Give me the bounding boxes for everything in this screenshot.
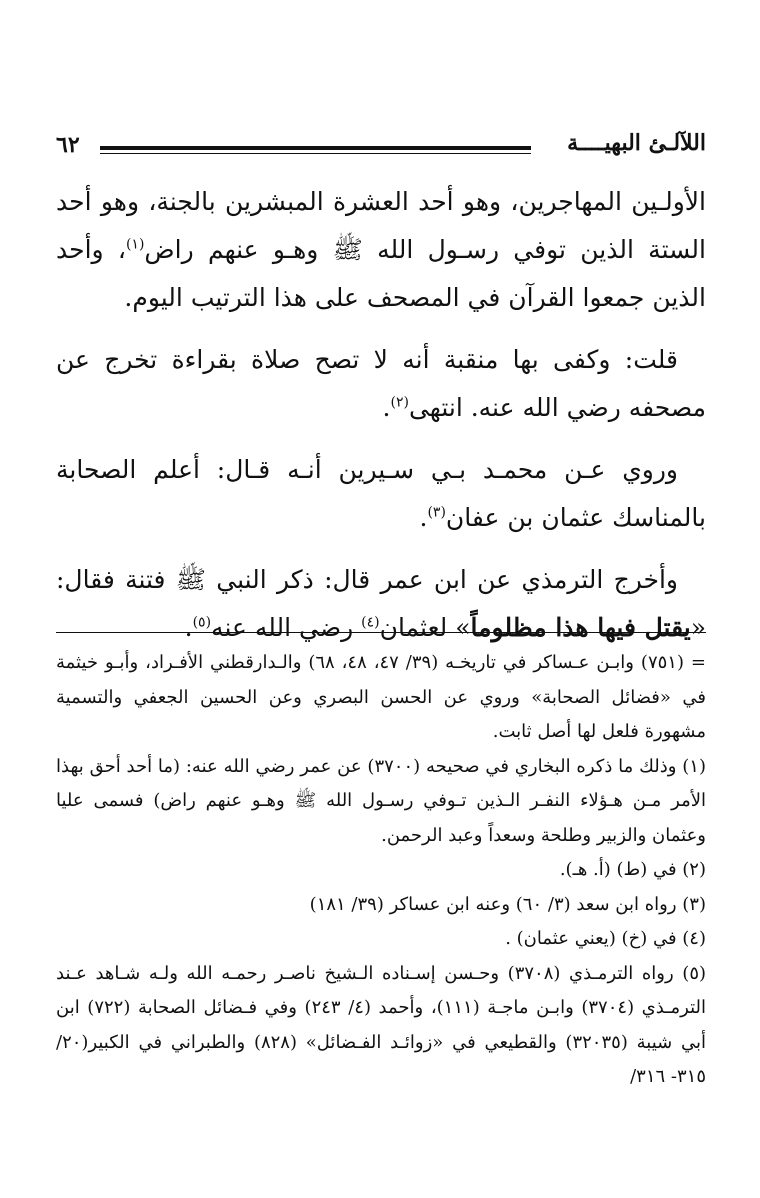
footnote-continued: = (٧٥١) وابـن عـساكر في تاريخـه (٣٩/ ٤٧، ٤٨، ٦٨) والـدارقطني الأفـراد، وأبـو خيثمة في «فضائل الصحابة» وروي عن الحسن البصري وعن الحسين الجعفي والتسمية مشهورة فلعل لها أصل ثابت. [56,652,706,742]
main-text [56,178,706,666]
footnote-4: (٤) في (خ) (يعني عثمان) . [505,928,706,949]
footnote-5: (٥) رواه الترمـذي (٣٧٠٨) وحـسن إسـناده الـشيخ ناصـر رحمـه الله ولـه شـاهد عـند الترمـذي (٣٧٠٤) وابـن ماجـة (١١١)، وأحمد (٤/ ٢٤٣) وفي فـضائل الصحابة (٧٢٢) ابن أبي شيبة (٣٢٠٣٥) والقطيعي في «زوائـد الفـضائل» (٨٢٨) والطبراني في الكبير(٢٠/ ٣١٥- ٣١٦/ [56,962,707,1087]
paragraph-4-text: وأخرج الترمذي عن ابن عمر قال: ذكر النبي ﷺ فتنة فقال: « [56,565,706,642]
paragraph-3-text: وروي عـن محمـد بـي سـيرين أنـه قـال: أعلم الصحابة بالمناسك عثمان بن عفان [56,455,706,532]
paragraph-4 [56,556,706,652]
paragraph-1-text: الأولـين المهاجرين، وهو أحد العشرة المبشرين بالجنة، وهو أحد الستة الذين توفي رسـول الله ﷺ وهـو عنهم راض [56,187,706,264]
paragraph-4-mid: » لعثمان [379,613,471,642]
footnote-divider [56,632,706,633]
footnote-3: (٣) رواه ابن سعد (٣/ ٦٠) وعنه ابن عساكر (٣٩/ ١٨١) [309,893,706,915]
paragraph-2 [56,336,706,432]
paragraph-1-tail: ، وأحد الذين جمعوا القرآن في المصحف على هذا الترتيب اليوم. [56,235,706,312]
paragraph-1 [56,178,706,322]
header-rule [100,146,531,154]
hadith-quote: يقتل فيها هذا مظلوماً [470,613,691,642]
paragraph-4-end: رضي الله عنه [211,613,362,642]
footnote-2: (٢) في (ط) (أ. هـ). [559,859,706,880]
paragraph-2-text: قلت: وكفى بها منقبة أنه لا تصح صلاة بقراءة تخرج عن مصحفه رضي الله عنه. انتهى [56,345,706,422]
footnotes [56,646,706,1095]
book-title: اللآلـئ البهيــــة [567,130,706,156]
footnote-ref-4: (٤) [361,614,380,631]
paragraph-3 [56,446,706,542]
footnote-ref-2: (٢) [390,394,409,411]
paragraph-2-tail: . [382,393,391,422]
page-header [56,128,706,168]
footnote-ref-1: (١) [125,236,145,253]
paragraph-3-tail: . [419,503,428,532]
footnote-ref-5: (٥) [192,614,212,631]
footnote-1: (١) وذلك ما ذكره البخاري في صحيحه (٣٧٠٠) عن عمر رضي الله عنه: (ما أحد أحق بهذا الأمر مـن هـؤلاء النفـر الـذين تـوفي رسـول الله ﷺ وهـو عنهم راض) فسمى عليا وعثمان والزبير وطلحة وسعداً وعبد الرحمن. [56,755,706,846]
page-number: ٦٢ [56,132,80,158]
paragraph-4-tail: . [184,613,193,642]
footnote-ref-3: (٣) [427,504,446,521]
